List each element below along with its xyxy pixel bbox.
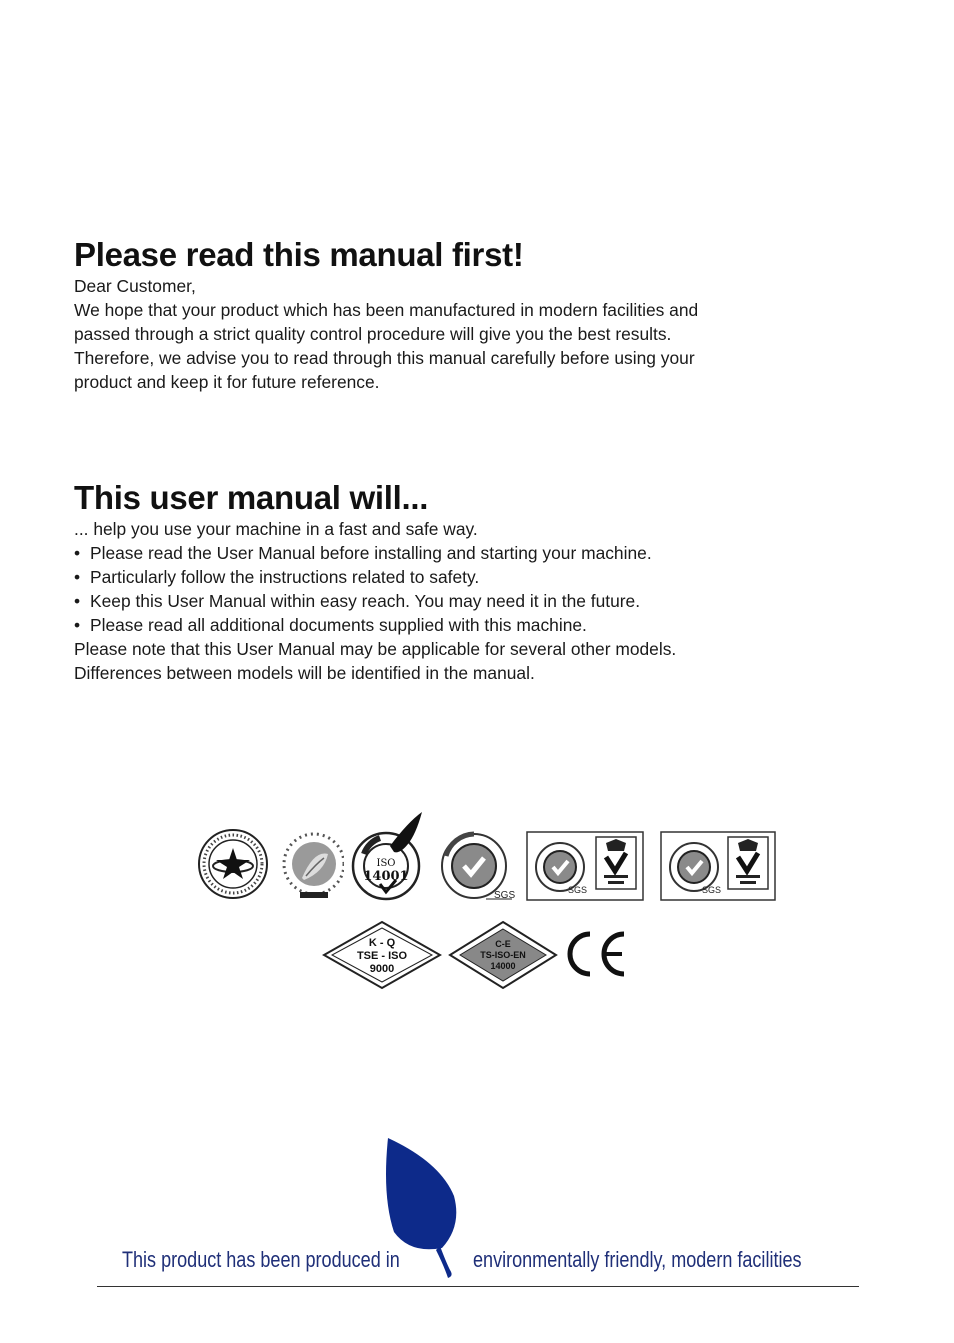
bullet-icon: •	[74, 591, 81, 611]
svg-text:9000: 9000	[369, 963, 395, 975]
bullet-icon: •	[74, 543, 81, 563]
svg-text:14001: 14001	[363, 869, 409, 884]
list-item: • Please read the User Manual before installing and starting your machine.	[74, 543, 652, 563]
footer-text-left: This product has been produced in	[122, 1247, 400, 1272]
intro-greeting: Dear Customer,	[74, 276, 196, 296]
svg-text:ISO: ISO	[376, 858, 396, 869]
svg-text:SGS: SGS	[494, 890, 516, 901]
bullet-icon: •	[74, 615, 81, 635]
eco-seal-icon	[280, 828, 344, 902]
svg-text:SGS: SGS	[702, 885, 722, 895]
list-item: • Particularly follow the instructions related to safety.	[74, 567, 480, 587]
intro-paragraph-1: We hope that your product which has been manufactured in modern facilities and passed through a strict quality control procedure will give you the best results.	[74, 300, 699, 344]
intro-section	[74, 236, 754, 394]
star-seal-icon	[196, 826, 270, 902]
svg-text:TSE - ISO: TSE - ISO	[356, 950, 408, 962]
svg-text:C-E: C-E	[495, 939, 511, 949]
svg-text:CE: CE	[562, 928, 564, 929]
intro-heading: Please read this manual first!	[74, 236, 524, 273]
manual-section	[74, 479, 754, 685]
manual-bullet-list	[74, 541, 754, 637]
sgs-ukas-badge-2-icon	[660, 831, 776, 901]
manual-note: Please note that this User Manual may be applicable for several other models. Differences between models will be identified in the manual.	[74, 639, 677, 683]
svg-text:TS-ISO-EN: TS-ISO-EN	[480, 950, 526, 960]
manual-lead: ... help you use your machine in a fast and safe way.	[74, 519, 478, 539]
ce-tse-iso-14000-icon	[448, 920, 558, 990]
footer-divider	[97, 1286, 859, 1287]
bullet-icon: •	[74, 567, 81, 587]
svg-text:K - Q: K - Q	[368, 937, 396, 949]
iso-14001-seal-icon	[350, 810, 430, 902]
svg-text:SGS: SGS	[568, 885, 588, 895]
sgs-seal-icon	[438, 830, 516, 902]
ce-mark-icon	[562, 928, 632, 980]
svg-text:14000: 14000	[490, 961, 516, 971]
sgs-ukas-badge-icon	[526, 831, 644, 901]
footer-text-right: environmentally friendly, modern facilities	[473, 1247, 802, 1272]
list-item: • Keep this User Manual within easy reach. You may need it in the future.	[74, 591, 641, 611]
intro-paragraph-2: Therefore, we advise you to read through this manual carefully before using your product and keep it for future reference.	[74, 348, 695, 392]
manual-heading: This user manual will...	[74, 479, 429, 516]
kq-tse-iso-9000-icon	[322, 920, 442, 990]
list-item: • Please read all additional documents supplied with this machine.	[74, 615, 587, 635]
